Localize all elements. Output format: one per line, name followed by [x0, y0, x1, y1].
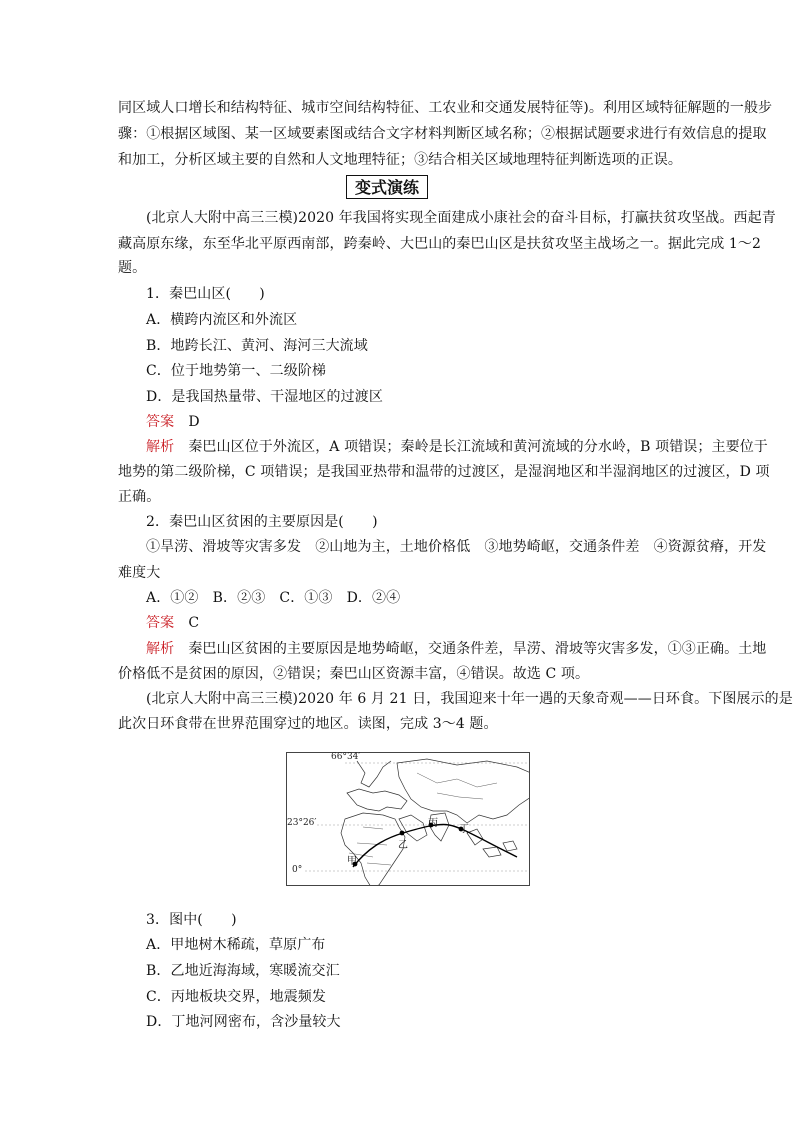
- q3-option-a: A．甲地树木稀疏，草原广布: [146, 937, 326, 953]
- q2-answer-row: [146, 613, 199, 633]
- intro-line-3: 和加工，分析区域主要的自然和人文地理特征；③结合相关区域地理特征判断选项的正误。: [118, 152, 682, 168]
- q2-options-1: ①旱涝、滑坡等灾害多发 ②山地为主，土地价格低 ③地势崎岖，交通条件差 ④资源贫瘠，开发: [146, 539, 767, 555]
- label-equator: 0°: [292, 865, 303, 875]
- label-ding: 丁: [459, 824, 469, 835]
- analysis-label: 解析: [146, 439, 175, 455]
- q1-analysis-2: 地势的第二级阶梯，C 项错误；是我国亚热带和温带的过渡区，是湿润地区和半湿润地区的过渡区，D 项: [118, 464, 770, 480]
- eclipse-map: [286, 752, 530, 886]
- map-graphic: [287, 753, 530, 886]
- q1-answer: D: [188, 414, 200, 430]
- label-arctic-circle: 66°34′: [331, 752, 361, 762]
- q2-options-2: 难度大: [118, 565, 161, 581]
- q2-analysis-1: 秦巴山区贫困的主要原因是地势崎岖，交通条件差，旱涝、滑坡等灾害多发，①③正确。土地: [188, 641, 767, 657]
- q1-option-b: B．地跨长江、黄河、海河三大流域: [146, 338, 368, 354]
- point-yi-marker: [400, 831, 405, 836]
- passage2-line-2: 此次日环食带在世界范围穿过的地区。读图，完成 3～4 题。: [118, 716, 498, 732]
- label-bing: 丙: [428, 818, 438, 829]
- analysis-label: 解析: [146, 641, 175, 657]
- passage1-line-3: 题。: [118, 260, 147, 276]
- q2-analysis-row: [146, 639, 766, 659]
- q3-option-c: C．丙地板块交界，地震频发: [146, 989, 327, 1005]
- q1-stem: 1．秦巴山区( ): [146, 286, 265, 302]
- q2-choices: A．①② B．②③ C．①③ D．②④: [146, 590, 401, 606]
- answer-label: 答案: [146, 615, 175, 631]
- intro-line-2: 骤：①根据区域图、某一区域要素图或结合文字材料判断区域名称；②根据试题要求进行有效信息的提取: [118, 126, 767, 142]
- q1-answer-row: [146, 412, 200, 432]
- q2-analysis-2: 价格低不是贫困的原因，②错误；秦巴山区资源丰富，④错误。故选 C 项。: [118, 666, 590, 682]
- section-title: 变式演练: [346, 175, 428, 199]
- passage2-line-1: (北京人大附中高三三模)2020 年 6 月 21 日，我国迎来十年一遇的天象奇观——日环食。下图展示的是: [146, 691, 793, 707]
- label-jia: 甲: [347, 856, 357, 867]
- label-yi: 乙: [398, 840, 408, 851]
- q2-answer: C: [188, 615, 200, 631]
- label-tropic: 23°26′: [287, 818, 317, 828]
- q1-analysis-row: [146, 437, 768, 457]
- eclipse-path-line: [353, 824, 517, 867]
- answer-label: 答案: [146, 414, 175, 430]
- passage1-line-2: 藏高原东缘，东至华北平原西南部，跨秦岭、大巴山的秦巴山区是扶贫攻坚主战场之一。据此完成 1～2: [118, 236, 761, 252]
- q1-option-c: C．位于地势第一、二级阶梯: [146, 363, 327, 379]
- q3-option-d: D．丁地河网密布，含沙量较大: [146, 1014, 341, 1030]
- q2-stem: 2．秦巴山区贫困的主要原因是( ): [146, 514, 378, 530]
- q1-analysis-3: 正确。: [118, 489, 161, 505]
- q3-option-b: B．乙地近海海域，寒暖流交汇: [146, 963, 340, 979]
- passage1-line-1: (北京人大附中高三三模)2020 年我国将实现全面建成小康社会的奋斗目标，打赢扶贫攻坚战。西起青: [146, 210, 776, 226]
- q1-option-a: A．横跨内流区和外流区: [146, 312, 298, 328]
- q1-option-d: D．是我国热量带、干湿地区的过渡区: [146, 389, 383, 405]
- q3-stem: 3．图中( ): [146, 912, 237, 928]
- q1-analysis-1: 秦巴山区位于外流区，A 项错误；秦岭是长江流域和黄河流域的分水岭，B 项错误；主要位于: [188, 439, 768, 455]
- intro-line-1: 同区域人口增长和结构特征、城市空间结构特征、工农业和交通发展特征等)。利用区域特征解题的一般步: [118, 100, 773, 116]
